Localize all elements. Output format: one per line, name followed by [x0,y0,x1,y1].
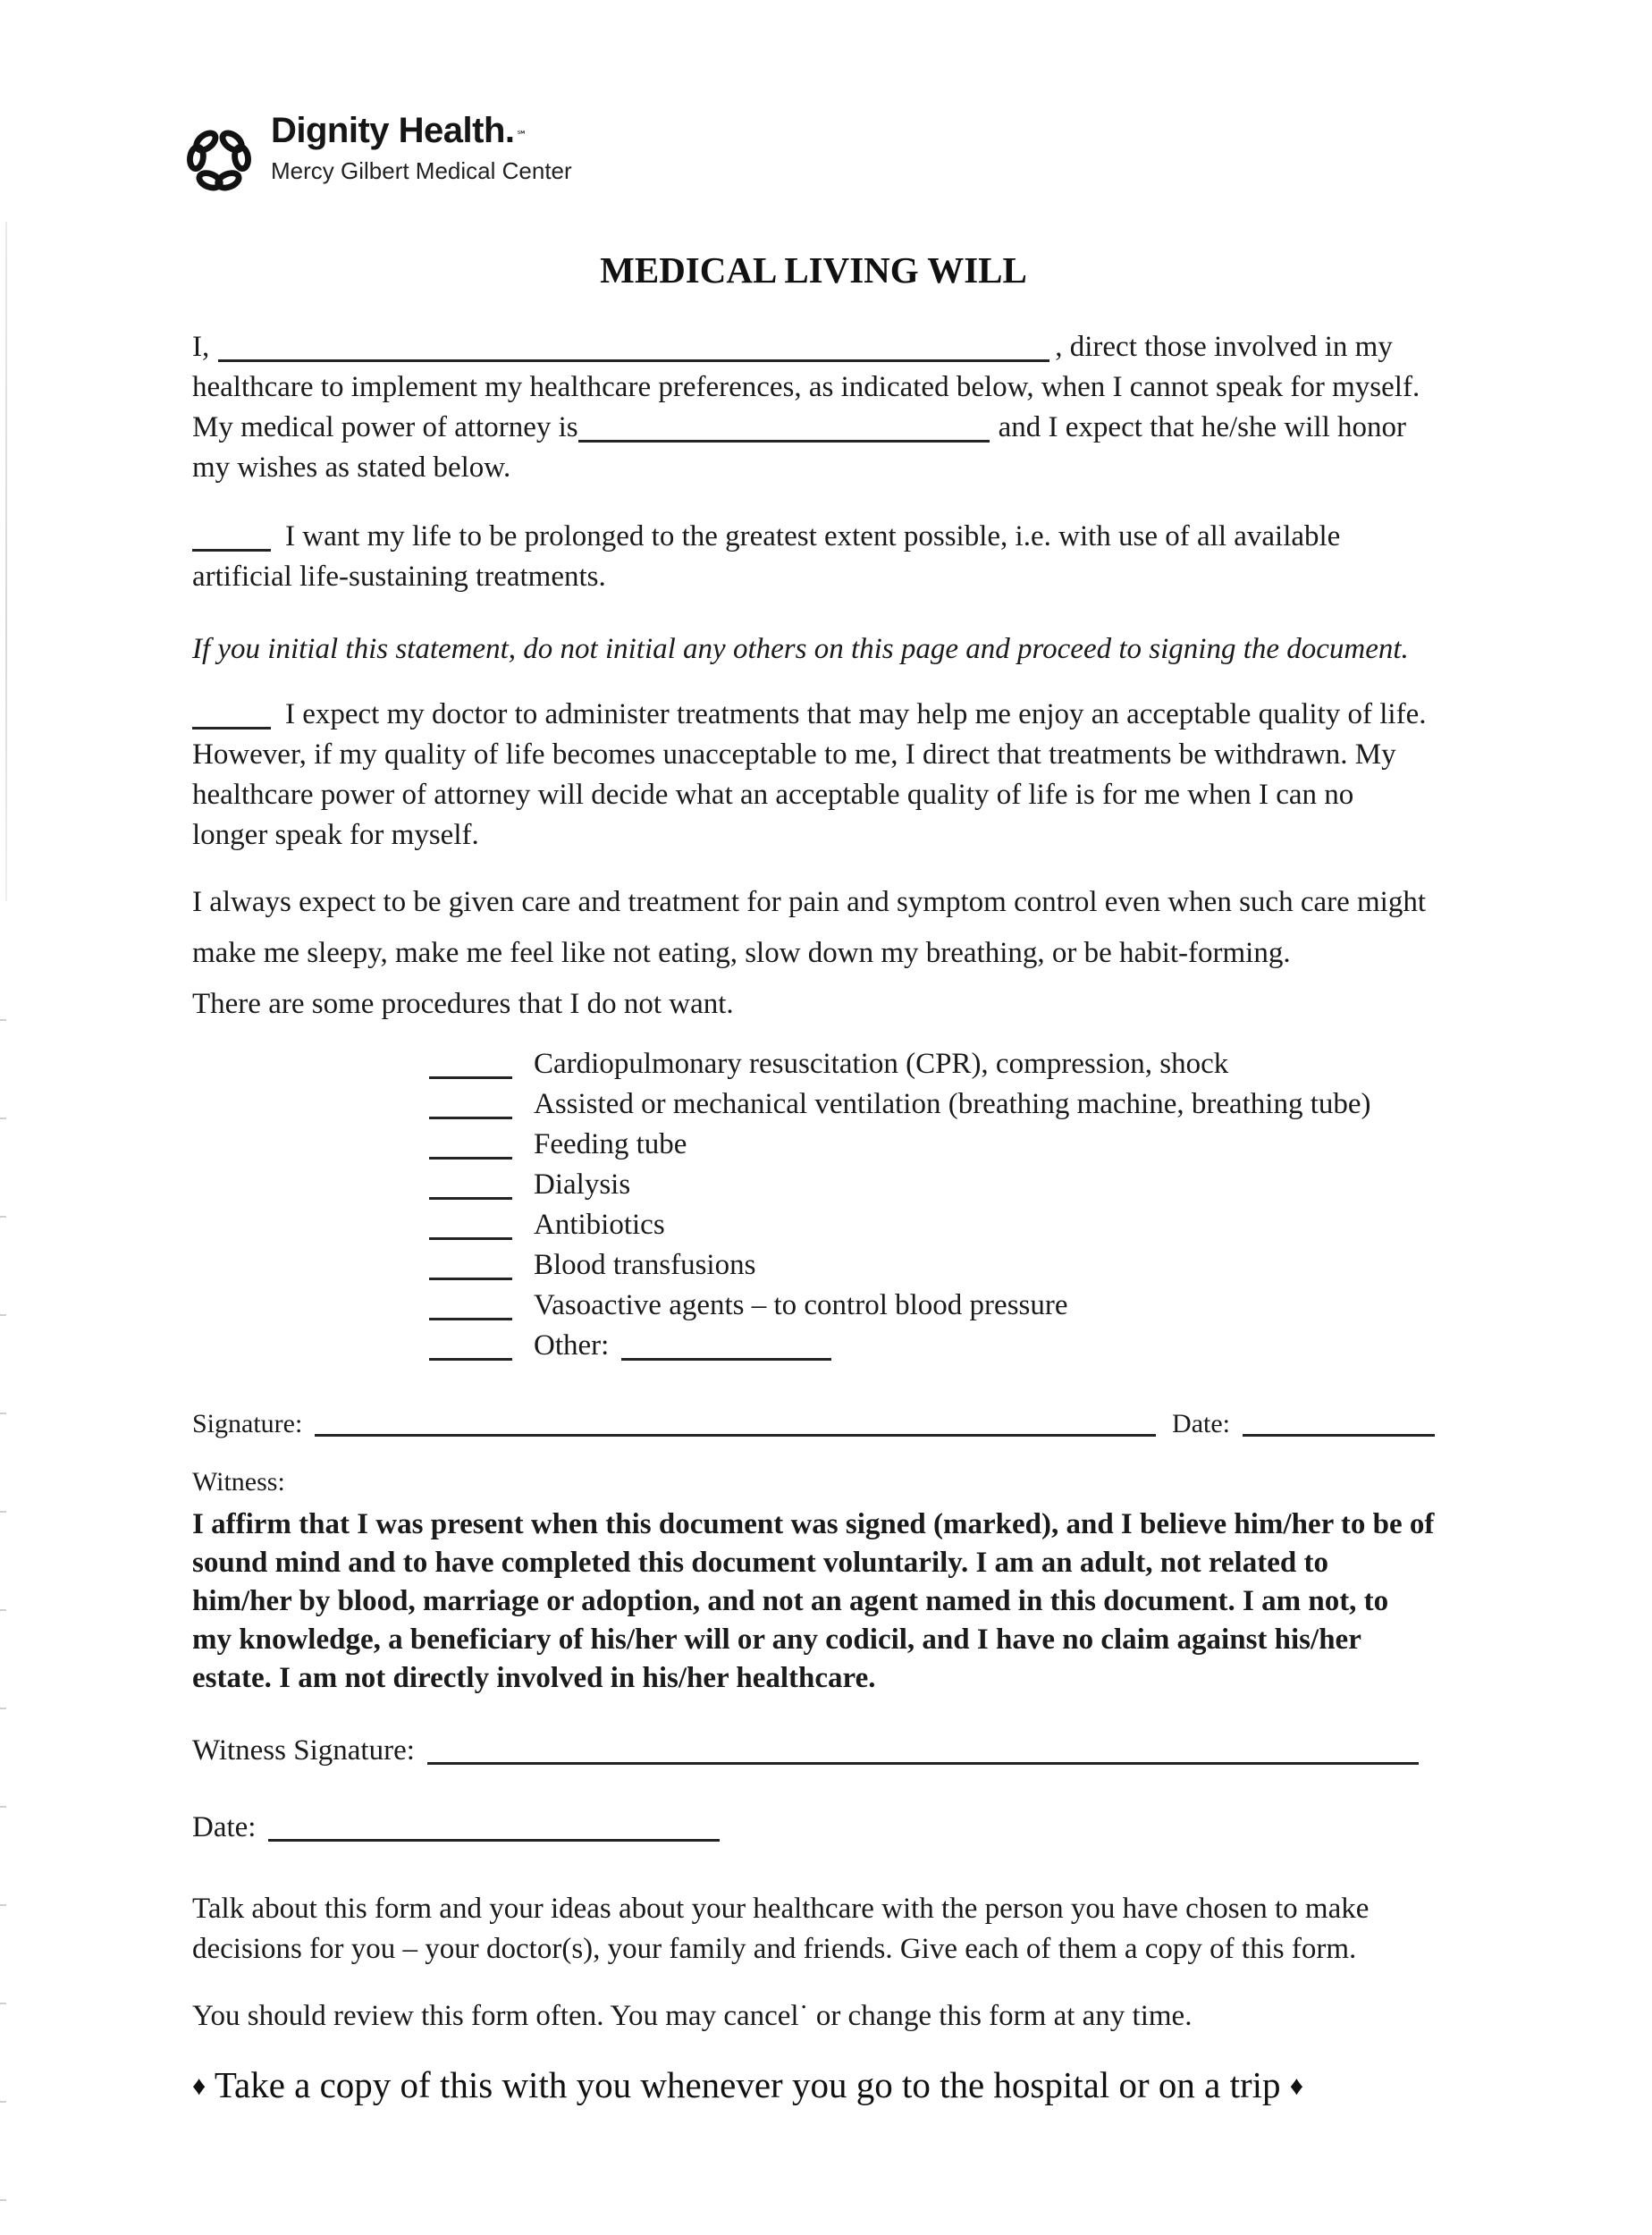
vasoactive-initial-blank[interactable] [429,1318,512,1320]
scan-tick [0,1413,6,1414]
diamond-icon: ♦ [192,2071,206,2101]
procedure-label: Blood transfusions [534,1249,756,1281]
scan-edge-line [5,222,7,901]
initial-instruction-note: If you initial this statement, do not initial any others on this page and proceed to signing the document. [192,633,1409,665]
witness-date-blank[interactable] [268,1839,720,1842]
scan-tick [0,1708,6,1709]
feeding-tube-initial-blank[interactable] [429,1157,512,1160]
cpr-initial-blank[interactable] [429,1076,512,1079]
scan-tick [0,1806,6,1808]
procedure-row-vasoactive [429,1286,1435,1326]
procedure-row-antibiotics [429,1205,1435,1245]
scan-tick [0,1904,6,1906]
antibiotics-initial-blank[interactable] [429,1237,512,1240]
take-copy-line [192,2062,1435,2110]
witness-signature-label: Witness Signature: [192,1734,415,1767]
witness-affirmation: I affirm that I was present when this document was signed (marked), and I believe him/her to be of sound mind and to have completed this document voluntarily. I am an adult, not related to him/her by blood, marriage or adoption, and not an agent named in this document. I am not, to my knowledge, a beneficiary of his/her will or any codicil, and I have no claim against his/her estate. I am not directly involved in his/her healthcare. [192,1508,1435,1694]
date-blank[interactable] [1243,1434,1435,1437]
pain-control-paragraph: I always expect to be given care and treatment for pain and symptom control even when such care might make me sleepy, make me feel like not eating, slow down my breathing, or be habit-forming. [192,886,1427,969]
procedure-row-dialysis [429,1165,1435,1205]
scan-tick [0,1118,6,1119]
prolong-text: I want my life to be prolonged to the greatest extent possible, i.e. with use of all available artificial life-sustaining treatments. [192,520,1341,593]
witness-date-label: Date: [192,1811,257,1843]
procedures-intro: There are some procedures that I do not want. [192,988,734,1020]
witness-date-row [192,1807,1435,1848]
acceptable-text: I expect my doctor to administer treatments that may help me enjoy an acceptable quality of life. However, if my quality of life becomes unacceptable to me, I direct that treatments be withdrawn. My healthcare power of attorney will decide what an acceptable quality of life is for me when I can no longer speak for myself. [192,698,1427,851]
document-body [192,249,1435,2110]
review-paragraph: You should review this form often. You may cancel˙ or change this form at any time. [192,2000,1193,2032]
scan-tick [0,2003,6,2004]
intro-paragraph [192,327,1435,488]
prolong-statement [192,517,1435,597]
procedure-row-cpr [429,1044,1435,1084]
scan-tick [0,1609,6,1611]
blood-transfusions-initial-blank[interactable] [429,1278,512,1280]
procedure-row-other [429,1326,1435,1366]
take-copy-text: Take a copy of this with you whenever you go to the hospital or on a trip [214,2064,1281,2105]
date-label: Date: [1172,1409,1230,1438]
logo-period: . [504,111,515,150]
scan-tick [0,2101,6,2103]
scan-tick [0,1511,6,1513]
declarant-name-blank[interactable] [218,359,1049,362]
acceptable-statement [192,695,1435,856]
service-mark-icon: ℠ [516,129,527,141]
dignity-health-flower-icon [181,114,257,197]
witness-signature-row [192,1730,1435,1771]
other-specify-blank[interactable] [621,1358,831,1361]
dignity-health-logo [181,111,572,197]
procedure-label: Vasoactive agents – to control blood pressure [534,1289,1068,1321]
page-title: MEDICAL LIVING WILL [600,249,1027,291]
procedure-label: Dialysis [534,1168,631,1201]
acceptable-initial-blank[interactable] [192,727,271,730]
diamond-icon: ♦ [1289,2071,1304,2101]
intro-text-3: and I expect that he/she will honor my wishes as stated below. [192,411,1407,484]
procedure-label: Other: [534,1329,610,1362]
procedure-label: Assisted or mechanical ventilation (breathing machine, breathing tube) [534,1088,1371,1120]
attorney-name-blank[interactable] [578,440,990,443]
logo-text-block [271,111,572,185]
talk-paragraph: Talk about this form and your ideas about your healthcare with the person you have chosen to make decisions for you – your doctor(s), your family and friends. Give each of them a copy of this form. [192,1893,1370,1965]
witness-label: Witness: [192,1467,285,1497]
scan-tick [0,1019,6,1021]
signature-row [192,1405,1435,1443]
signature-blank[interactable] [315,1434,1156,1437]
procedures-list [192,1044,1435,1366]
signature-label: Signature: [192,1409,303,1438]
procedure-row-ventilation [429,1084,1435,1125]
scan-tick [0,1216,6,1218]
other-initial-blank[interactable] [429,1358,512,1361]
procedure-label: Antibiotics [534,1209,665,1241]
procedure-row-blood-transfusions [429,1245,1435,1286]
logo-wordmark [271,111,572,155]
logo-subtitle: Mercy Gilbert Medical Center [271,157,572,184]
dialysis-initial-blank[interactable] [429,1197,512,1200]
scan-tick [0,2199,6,2201]
intro-text-1: I, [192,331,210,363]
logo-title-text: Dignity Health [271,111,505,150]
scan-tick [0,1314,6,1316]
intro-text-2: , direct those involved in my healthcare to implement my healthcare preferences, as indicated below, when I cannot speak for myself. My medical power of attorney is [192,331,1420,443]
procedure-row-feeding-tube [429,1125,1435,1165]
procedure-label: Cardiopulmonary resuscitation (CPR), compression, shock [534,1048,1229,1080]
prolong-initial-blank[interactable] [192,549,271,552]
witness-signature-blank[interactable] [427,1762,1419,1765]
ventilation-initial-blank[interactable] [429,1117,512,1119]
procedure-label: Feeding tube [534,1128,687,1160]
